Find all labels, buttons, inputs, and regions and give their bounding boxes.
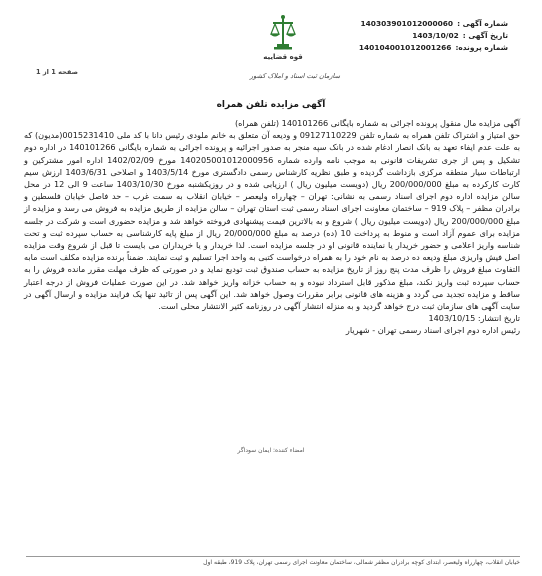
notice-date: 1403/10/02 bbox=[412, 31, 459, 40]
footer-address: خیابان انقلاب، چهارراه ولیعصر، ابتدای کوچه برادران مظفر شمالی، ساختمان معاونت اجرای رسمی تهران، پلاک 919، طبقه اول bbox=[203, 559, 520, 566]
notice-metadata bbox=[333, 18, 508, 54]
case-number-row bbox=[333, 42, 508, 54]
page-number: صفحه 1 از 1 bbox=[36, 68, 79, 76]
notice-title: آگهی مزایده تلفن همراه bbox=[216, 100, 326, 110]
judiciary-emblem bbox=[252, 14, 314, 61]
case-number: 140104001012001266 bbox=[358, 43, 452, 52]
signature-line: امضاء کننده: ایمان سوداگر bbox=[237, 447, 305, 454]
notice-number-label: شماره آگهی : bbox=[457, 19, 508, 28]
notice-number: 140303901012000060 bbox=[360, 19, 454, 28]
org-name: قوه قضاییه bbox=[263, 53, 303, 61]
notice-date-label: تاریخ آگهی : bbox=[462, 31, 508, 40]
scales-of-justice-icon bbox=[268, 14, 298, 52]
notice-body bbox=[24, 117, 520, 337]
org-subtitle: سازمان ثبت اسناد و املاک کشور bbox=[249, 72, 341, 80]
case-number-label: شماره پرونده: bbox=[455, 43, 508, 52]
notice-number-row bbox=[333, 18, 508, 30]
footer-divider bbox=[26, 556, 520, 557]
notice-date-row bbox=[333, 30, 508, 42]
notice-paragraph: آگهی مزایده مال منقول پرونده اجرائی به شماره بایگانی 140101266 (تلفن همراه) bbox=[234, 118, 520, 128]
notice-paragraph: حق امتیاز و اشتراک تلفن همراه به شماره تلفن 09127110229 و ودیعه آن متعلق به خانم ملودی رئیس دانا با کد ملی 0015231410(مدیون) که به علت عدم ایفاء تعهد به بانک انصار ادغام شده در بانک سپه منجر به صدور اجرائیه و پرونده اجرائی به شماره بایگانی 140101266 در اداره دوم تشکیل و پس از جری تشریفات قانونی به موجب نامه وارده شماره 140205001012000956 مورخ 1402/02/09 اداره امور مشترکین و ارتباطات سیار منطقه مرکزی بازداشت گردیده و طبق نظریه کارشناس رسمی دادگستری مورخ 1403/5/14 و اصلاحی 1403/6/31 ارزش سیم کارت کارکرده به مبلغ 200/000/000 ریال (دویست میلیون ریال ) ارزیابی شده و در روزیکشنبه مورخ 1403/10/30 ساعت 9 الی 12 در محل سالن مزایده اداره دوم اجرای اسناد رسمی به نشانی: تهران – چهارراه ولیعصر – خیابان انقلاب به سمت غرب – حد فاصل خیابان فلسطین و برادران مظفر – پلاک 919 – ساختمان معاونت اجرای اسناد رسمی ثبت استان تهران – سالن مزایده از طریق مزایده به فروش می رسد و مزایده از مبلغ 200/000/000 ریال (دویست میلیون ریال ) شروع و به بالاترین قیمت پیشنهادی فروخته خواهد شد و مزایده حضوری است و شرکت در جلسه مزایده برای عموم آزاد است و منوط به پرداخت 10 (ده) درصد به مبلغ 20/000/000 ریال از مبلغ پایه کارشناسی به حساب سپرده ثبت و تحت شناسه واریز اعلامی و حضور خریدار یا نماینده قانونی او در جلسه مزایده است. لذا خریدار و یا خریداران می بایست تا قبل از شروع وقت مزایده اصل فیش واریزی مبلغ ودیعه ده درصد به نام خود را به همراه درخواست کتبی به واحد اجرا تسلیم و ثبت نمایند. ضمناً برنده مزایده مکلف است مابه التفاوت مبلغ فروش را ظرف مدت پنج روز از تاریخ مزایده به حساب صندوق ثبت تودیع نماید و در صورتی که ظرف مهلت مقرر مانده فروش را به حساب سپرده ثبت واریز نکند، مبلغ مذکور قابل استرداد نبوده و به حساب خزانه واریز خواهد شد. در این صورت عملیات فروش از درجه اعتبار ساقط و مزایده تجدید می گردد و هزینه های قانونی برابر مقررات وصول خواهد شد. این آگهی پس از تائید تنها یک فرایند مزایده و ارسال آگهی در سایت آگهی های سازمان ثبت درج خواهد گردید و به منزله انتشار آگهی در روزنامه کثیر الانتشار محلی است. bbox=[24, 130, 521, 312]
publish-date: تاریخ انتشار: 1403/10/15 bbox=[428, 313, 520, 324]
issuer-line: رئیس اداره دوم اجرای اسناد رسمی تهران - شهریار bbox=[345, 325, 520, 336]
